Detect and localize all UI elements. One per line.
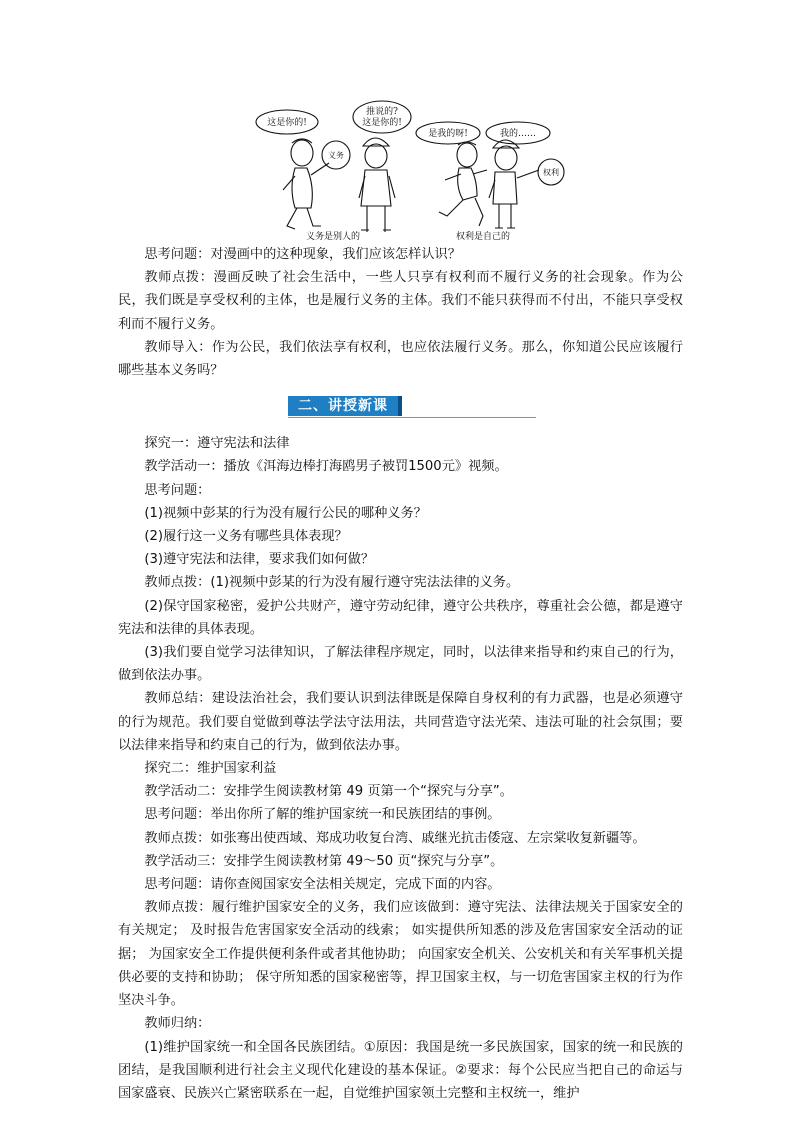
paragraph: 探究二：维护国家利益 — [144, 761, 277, 777]
paragraph: (2)保守国家秘密，爱护公共财产，遵守劳动纪律，遵守公共秩序，尊重社会公德，都是遵守宪法和法律的具体表现。 — [118, 598, 683, 637]
figure-cap-kid — [489, 140, 539, 228]
paragraph: 思考问题：举出你所了解的维护国家统一和民族团结的事例。 — [144, 807, 501, 823]
paragraph: (3)遵守宪法和法律，要求我们如何做？ — [144, 552, 375, 568]
paragraph: 教师点拨：如张骞出使西域、郑成功收复台湾、戚继光抗击倭寇、左宗棠收复新疆等。 — [144, 830, 646, 846]
bubble-3-text: 是我的呀! — [428, 129, 468, 139]
caption-right: 权利是自己的 — [455, 232, 511, 242]
section-banner — [118, 396, 683, 420]
paragraph: 教学活动一：播放《洱海边棒打海鸥男子被罚1500元》视频。 — [144, 459, 508, 475]
paragraph: 教师点拨：漫画反映了社会生活中，一些人只享有权利而不履行义务的社会现象。作为公民，我们既是享受权利的主体，也是履行义务的主体。我们不能只获得而不付出，不能只享受权利而不履行义务。 — [118, 270, 683, 332]
paragraph: 教学活动二：安排学生阅读教材第 49 页第一个“探究与分享”。 — [144, 784, 513, 800]
duty-tag-text: 义务 — [328, 151, 344, 160]
bubble-2-line1: 推说的? — [366, 107, 398, 117]
paragraph: 探究一：遵守宪法和法律 — [144, 436, 290, 452]
bubble-4-text: 我的…… — [499, 129, 537, 139]
paragraph: 思考问题：请你查阅国家安全法相关规定，完成下面的内容。 — [144, 877, 501, 893]
bubble-2-line2: 这是你的! — [362, 118, 402, 128]
bubble-1-text: 这是你的! — [267, 118, 307, 128]
figure-middle-kid — [359, 138, 395, 232]
section-underline — [288, 417, 536, 418]
section-heading: 二、讲授新课 — [288, 396, 402, 416]
paragraph: 教师归纳： — [144, 1016, 211, 1032]
speech-bubble-2 — [353, 101, 411, 133]
paragraph: 教师导入：作为公民，我们依法享有权利，也应依法履行义务。那么，你知道公民应该履行哪些基本义务吗？ — [118, 339, 683, 379]
paragraph: 思考问题： — [144, 482, 211, 498]
paragraph: 教学活动三：安排学生阅读教材第 49～50 页“探究与分享”。 — [144, 853, 504, 869]
lesson-text-body — [118, 243, 683, 1105]
caption-left: 义务是别人的 — [305, 232, 361, 242]
paragraph: (3)我们要自觉学习法律知识，了解法律程序规定，同时，以法律来指导和约束自己的行为，做到依法办事。 — [118, 645, 683, 684]
paragraph: 教师总结：建设法治社会，我们要认识到法律既是保障自身权利的有力武器，也是必须遵守的行为规范。我们要自觉做到尊法学法守法用法，共同营造守法光荣、违法可耻的社会氛围；要以法律来指导和约束自己的行为，做到依法办事。 — [118, 691, 683, 753]
figure-running-kid — [439, 142, 487, 226]
paragraph: (1)视频中彭某的行为没有履行公民的哪种义务？ — [144, 505, 427, 521]
right-tag-text: 权利 — [543, 168, 559, 177]
paragraph: (2)履行这一义务有哪些具体表现？ — [144, 529, 348, 545]
paragraph: 教师点拨：(1)视频中彭某的行为没有履行遵守宪法法律的义务。 — [144, 575, 520, 591]
paragraph: 思考问题：对漫画中的这种现象，我们应该怎样认识？ — [144, 247, 461, 262]
cartoon-illustration — [255, 100, 559, 242]
paragraph: (1)维护国家统一和全国各民族团结。①原因：我国是统一多民族国家，国家的统一和民族的团结，是我国顺利进行社会主义现代化建设的基本保证。②要求：每个公民应当把自己的命运与国家盛衰、民族兴亡紧密联系在一起，自觉维护国家领土完整和主权统一，维护 — [118, 1039, 683, 1101]
paragraph: 教师点拨：履行维护国家安全的义务，我们应该做到：遵守宪法、法律法规关于国家安全的有关规定； 及时报告危害国家安全活动的线索； 如实提供所知悉的涉及危害国家安全活动的证据； 为国家安全工作提供便利条件或者其他协助； 向国家安全机关、公安机关和有关军事机关提供必要的支持和协助； 保守所知悉的国家秘密等，捍卫国家主权，与一切危害国家主权的行为作坚决斗争。 — [118, 900, 683, 1009]
